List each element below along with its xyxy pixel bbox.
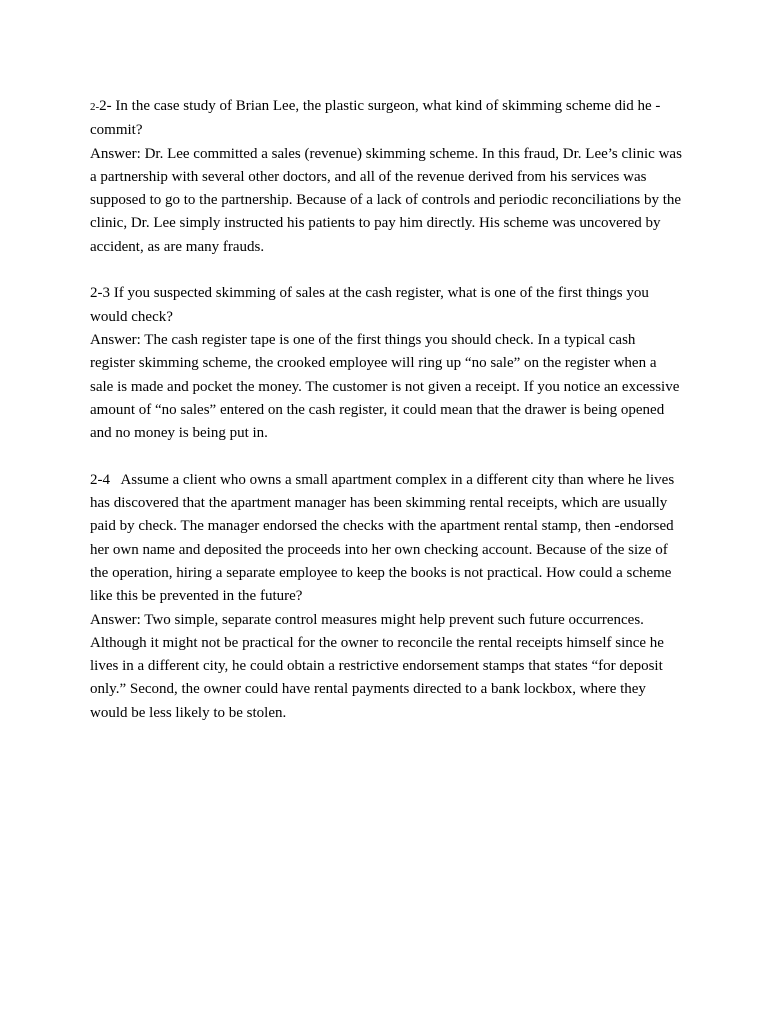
question-text: Assume a client who owns a small apartment complex in a different city than where he lives has discovered that the apartment manager has been skimming rental receipts, which are usually paid by check. The manager endorsed the checks with the apartment rental stamp, then -endorsed her own name and deposited the proceeds into her own checking account. Because of the size of the operation, hiring a separate employee to keep the books is not practical. How could a scheme like this be prevented in the future? (90, 471, 675, 605)
answer-2-2: Answer: Dr. Lee committed a sales (revenue) skimming scheme. In this fraud, Dr. Lee’s clinic was a partnership with several other doctors, and all of the revenue derived from his services was supposed to go to the partnership. Because of a lack of controls and periodic reconciliations by the clinic, Dr. Lee simply instructed his patients to pay him directly. His scheme was uncovered by accident, as are many frauds. (90, 145, 682, 255)
question-2-3: 2-3 If you suspected skimming of sales at the cash register, what is one of the first things you would check? (90, 285, 649, 325)
document-body (90, 95, 682, 725)
question-text: 2- In the case study of Brian Lee, the plastic surgeon, what kind of skimming scheme did he -commit? (90, 98, 661, 139)
question-small-prefix: 2- (90, 101, 100, 113)
question-2-2 (90, 95, 682, 143)
answer-2-3: Answer: The cash register tape is one of the first things you should check. In a typical cash register skimming scheme, the crooked employee will ring up “no sale” on the register when a sale is made and pocket the money. The customer is not given a receipt. If you notice an excessive amount of “no sales” entered on the cash register, it could mean that the drawer is being opened and no money is being put in. (90, 331, 680, 442)
paragraph-gap (90, 259, 682, 282)
question-2-4 (90, 469, 682, 609)
question-number: 2-4 (90, 471, 110, 488)
question-number-spacer (110, 472, 120, 488)
answer-2-4: Answer: Two simple, separate control measures might help prevent such future occurrences. Although it might not be practical for the owner to reconcile the rental receipts himself since he lives in a different city, he could obtain a restrictive endorsement stamps that states “for deposit only.” Second, the owner could have rental payments directed to a bank lockbox, where they would be less likely to be stolen. (90, 611, 664, 721)
paragraph-gap (90, 445, 682, 468)
